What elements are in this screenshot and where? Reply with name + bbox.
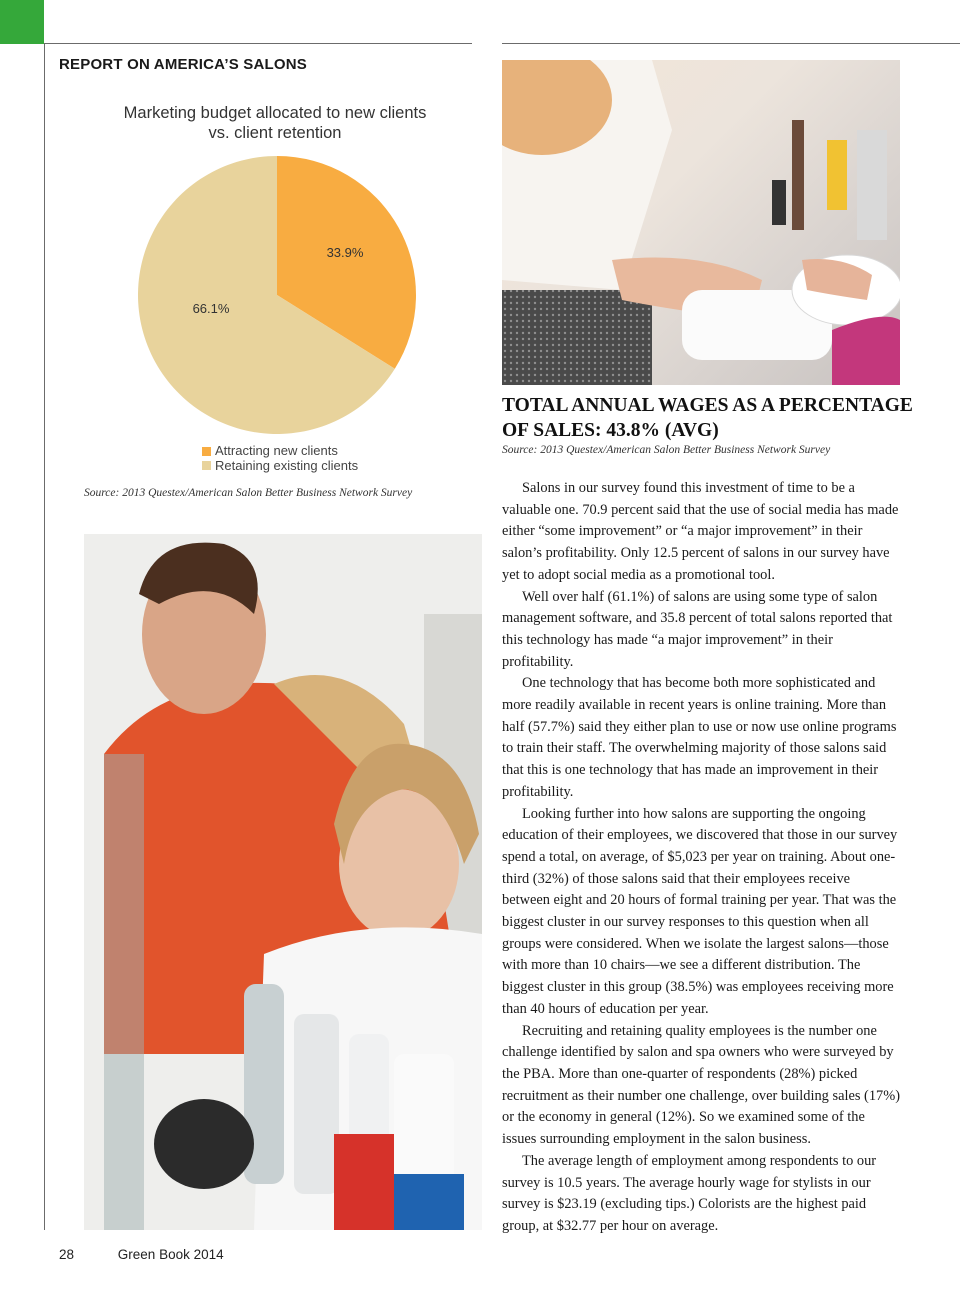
hair-salon-photo [84, 534, 482, 1230]
header-rule [44, 43, 960, 44]
chart-title: Marketing budget allocated to new clients vs. client retention [123, 104, 427, 142]
article-paragraph: Well over half (61.1%) of salons are using some type of salon management software, and 35.8 percent of total salons reported that this technology has made “a major improvement” in their profitability. [502, 588, 893, 670]
legend-label: Attracting new clients [215, 443, 338, 458]
pie-data-label: 66.1% [192, 301, 230, 316]
legend-item-new-clients [202, 444, 358, 459]
article-paragraph: Salons in our survey found this investment of time to be a valuable one. 70.9 percent said that the use of social media has made either “some improvement” or “a major improvement” in their salon’s profitability. Only 12.5 percent of salons in our survey have yet to adopt social media as a promotional tool. [502, 480, 899, 583]
article-headline: TOTAL ANNUAL WAGES AS A PERCENTAGE OF SALES: 43.8% (AVG) [502, 395, 913, 441]
legend-swatch [202, 447, 211, 456]
pie-data-label: 33.9% [326, 245, 364, 260]
article-source: Source: 2013 Questex/American Salon Better Business Network Survey [502, 444, 831, 456]
article-paragraph: Looking further into how salons are supporting the ongoing education of their employees, we discovered that those in our survey spend a total, on average, of $5,023 per year on training. About one-third (32%) of those salons said that their employees receive between eight and 20 hours of formal training per year. That was the biggest cluster in our survey responses to this question when all groups were considered. When we isolate the largest salons—those with more than 10 chairs—we see a different distribution. The biggest cluster in this group (38.5%) was employees receiving more than 40 hours of education per year. [502, 805, 898, 1017]
chart-legend [202, 444, 358, 473]
article-body [502, 478, 900, 1238]
manicure-photo [502, 60, 900, 385]
article-paragraph: One technology that has become both more sophisticated and more readily available in recent years is online training. More than half (57.7%) said they either plan to use or now use online programs to train their staff. The overwhelming majority of those salons said that this is one technology that has made an improvement in their profitability. [502, 675, 897, 800]
section-color-tab [0, 0, 44, 44]
margin-rule [44, 44, 45, 1230]
section-label: REPORT ON AMERICA’S SALONS [59, 56, 307, 73]
article-paragraph: Recruiting and retaining quality employees is the number one challenge identified by salon and spa owners who were surveyed by the PBA. More than one-quarter of respondents (28%) picked recruitment as their number one challenge, over building sales (17%) or the economy in general (12%). So we examined some of the issues surrounding employment in the salon business. [502, 1022, 901, 1148]
rule-gap [472, 43, 502, 45]
legend-swatch [202, 461, 211, 470]
page-footer [59, 1247, 224, 1262]
publication-name: Green Book 2014 [117, 1247, 224, 1262]
chart-source: Source: 2013 Questex/American Salon Better Business Network Survey [84, 487, 413, 499]
article-paragraph: The average length of employment among respondents to our survey is 10.5 years. The average hourly wage for stylists in our survey is $23.19 (excluding tips.) Colorists are the highest paid group, at $32.77 per hour on average. [502, 1152, 877, 1234]
legend-item-existing-clients [202, 459, 358, 474]
legend-label: Retaining existing clients [215, 457, 359, 473]
pie-chart [120, 150, 434, 440]
page-number: 28 [59, 1247, 75, 1262]
